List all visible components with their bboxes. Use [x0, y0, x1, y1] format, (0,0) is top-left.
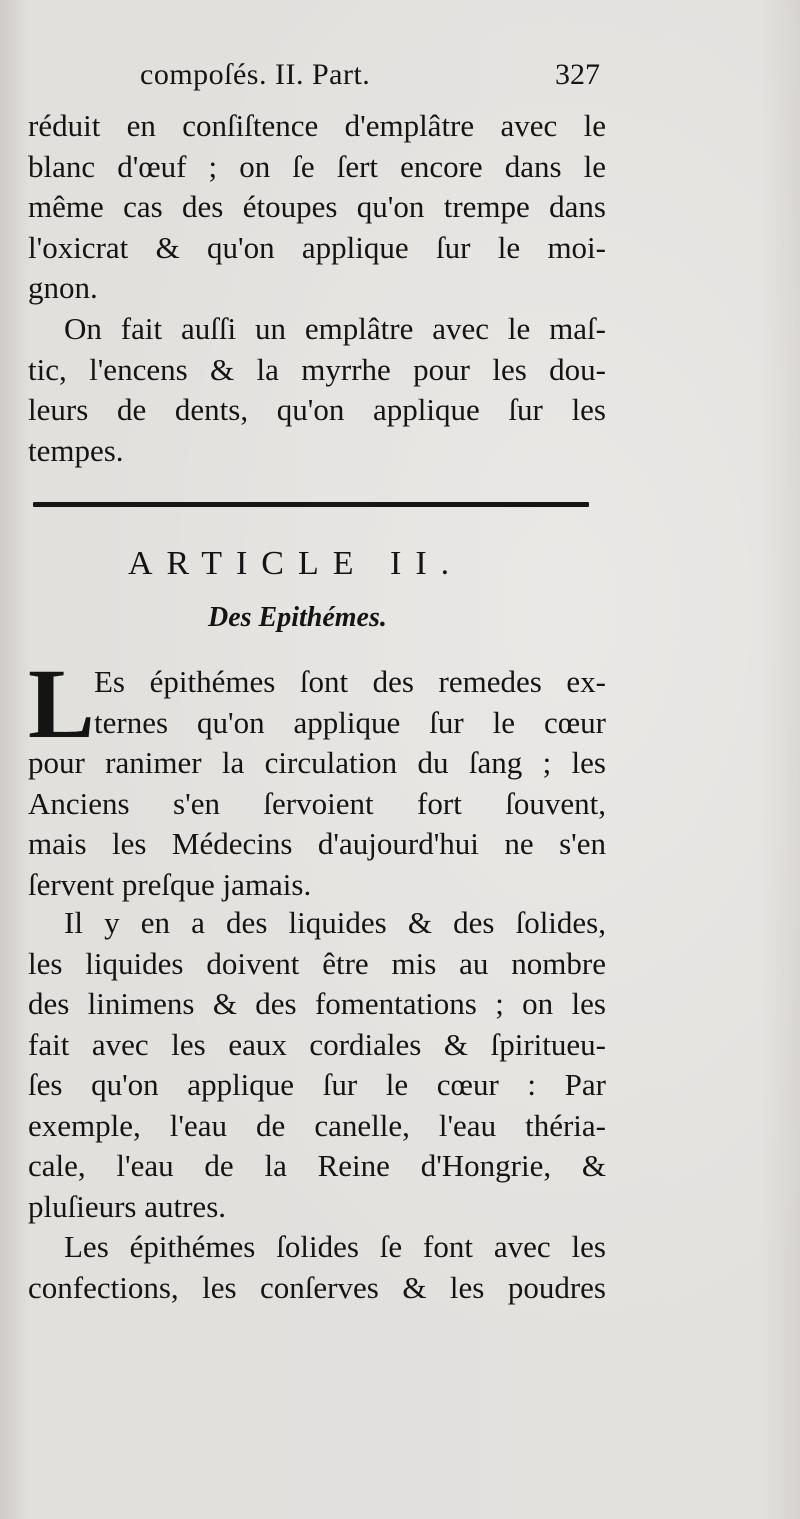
- paragraph-epithemes-solides: [28, 1227, 606, 1308]
- text-line: Il y en a des liquides & des ſolides,: [64, 905, 606, 940]
- article-subtitle: Des Epithémes.: [208, 602, 387, 633]
- article-title: ARTICLE II.: [128, 545, 464, 582]
- text-line: l'oxicrat & qu'on applique ſur le moi-: [28, 229, 606, 265]
- running-head: compoſés. II. Part.: [140, 58, 371, 91]
- text-line: mais les Médecins d'aujourd'hui ne s'en: [28, 826, 606, 861]
- section-divider-rule: [33, 502, 589, 507]
- drop-cap-lines: [94, 662, 606, 743]
- text-line: ternes qu'on applique ſur le cœur: [94, 704, 606, 740]
- text-line: ſervent preſque jamais.: [28, 866, 312, 902]
- paragraph-liquides-solides: [28, 903, 606, 1227]
- text-line: gnon.: [28, 270, 98, 305]
- text-line: leurs de dents, qu'on applique ſur les: [28, 392, 606, 427]
- text-line: pluſieurs autres.: [28, 1188, 227, 1224]
- text-line: tic, l'encens & la myrrhe pour les dou-: [28, 351, 606, 387]
- page-header: [140, 58, 600, 102]
- continued-paragraph: [28, 106, 606, 309]
- text-line: On fait auſſi un emplâtre avec le maſ-: [64, 311, 606, 346]
- text-line: les liquides doivent être mis au nombre: [28, 945, 606, 981]
- paragraph-emplatre: [28, 309, 606, 471]
- text-line: Les épithémes ſolides ſe font avec les: [64, 1229, 606, 1264]
- paragraph-epithemes-intro: [28, 743, 606, 905]
- text-line: Anciens s'en ſervoient fort ſouvent,: [28, 785, 606, 821]
- text-line: tempes.: [28, 432, 124, 468]
- text-line: exemple, l'eau de canelle, l'eau théria-: [28, 1107, 606, 1143]
- text-line: pour ranimer la circulation du ſang ; les: [28, 745, 606, 780]
- drop-cap-letter: L: [28, 648, 95, 759]
- text-line: cale, l'eau de la Reine d'Hongrie, &: [28, 1148, 606, 1183]
- text-line: confections, les conſerves & les poudres: [28, 1269, 606, 1305]
- text-line: blanc d'œuf ; on ſe ſert encore dans le: [28, 148, 606, 184]
- text-line: des linimens & des fomentations ; on les: [28, 986, 606, 1021]
- text-line: Es épithémes ſont des remedes ex-: [94, 664, 606, 699]
- text-line: réduit en conſiſtence d'emplâtre avec le: [28, 108, 606, 143]
- text-line: fait avec les eaux cordiales & ſpiritueu-: [28, 1026, 606, 1062]
- page-number: 327: [555, 58, 600, 91]
- text-line: ſes qu'on applique ſur le cœur : Par: [28, 1067, 606, 1102]
- text-line: même cas des étoupes qu'on trempe dans: [28, 189, 606, 224]
